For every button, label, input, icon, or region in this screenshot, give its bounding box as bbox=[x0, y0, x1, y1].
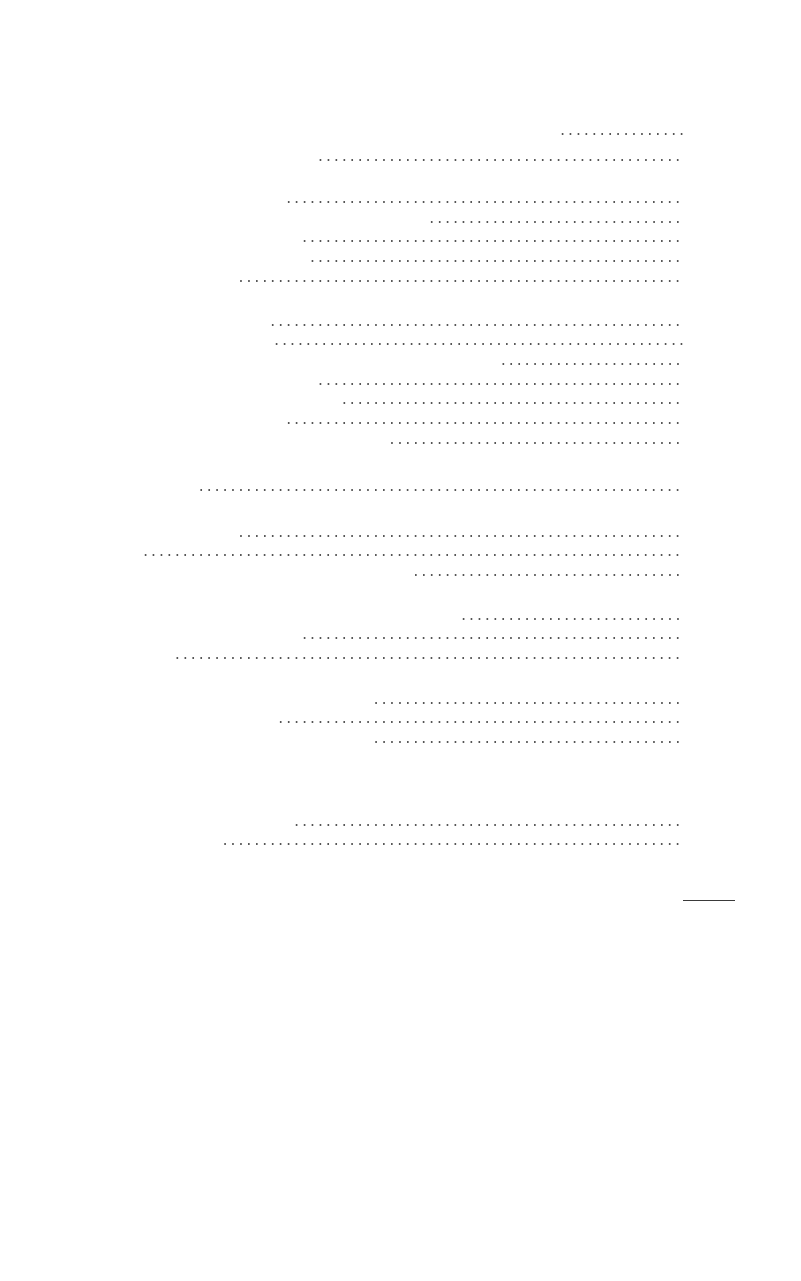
leader-dots: ........................................................ bbox=[237, 270, 682, 286]
summary-row bbox=[78, 149, 718, 167]
summary-row bbox=[78, 270, 718, 288]
leader-dots: ................................ bbox=[427, 211, 682, 227]
leader-dots: ........................................................ bbox=[237, 525, 682, 541]
summary-row bbox=[78, 525, 718, 543]
leader-dots: .................................................................... bbox=[141, 544, 682, 560]
summary-row-continued bbox=[78, 123, 718, 141]
summary-row bbox=[78, 544, 718, 562]
leader-dots: ................................................. bbox=[292, 815, 682, 831]
leader-dots: .................................................. bbox=[284, 191, 682, 207]
summary-row bbox=[78, 230, 718, 248]
summary-row bbox=[78, 731, 718, 749]
total-rule bbox=[683, 900, 735, 901]
summary-row bbox=[78, 103, 718, 121]
leader-dots: ....................... bbox=[499, 354, 682, 370]
leader-dots: ................................................ bbox=[300, 628, 682, 644]
summary-row bbox=[78, 647, 718, 665]
summary-row bbox=[78, 711, 718, 729]
leader-dots: ................................................ bbox=[300, 230, 682, 246]
leader-dots: ....................................... bbox=[372, 692, 682, 708]
leader-dots: .................................. bbox=[411, 564, 682, 580]
summary-row bbox=[78, 353, 718, 371]
summary-row bbox=[78, 191, 718, 209]
summary-row bbox=[78, 412, 718, 430]
leader-dots: .............................................. bbox=[316, 374, 682, 390]
summary-row bbox=[78, 692, 718, 710]
leader-dots: ........................................... bbox=[340, 393, 682, 409]
summary-row bbox=[78, 608, 718, 626]
summary-row bbox=[78, 432, 718, 450]
summary-row bbox=[78, 564, 718, 582]
summary-row bbox=[78, 211, 718, 229]
leader-dots: .................................................... bbox=[272, 334, 686, 350]
summary-row bbox=[78, 627, 718, 645]
summary-row bbox=[78, 250, 718, 268]
summary-row bbox=[78, 479, 718, 497]
leader-dots: ................................................................ bbox=[173, 648, 682, 664]
summary-row bbox=[78, 373, 718, 391]
leader-dots: .................................................... bbox=[268, 315, 682, 331]
summary-row bbox=[78, 814, 718, 832]
leader-dots: .............................................. bbox=[316, 149, 682, 165]
summary-row bbox=[78, 333, 718, 351]
summary-row bbox=[78, 833, 718, 851]
summary-row bbox=[78, 392, 718, 410]
leader-dots: .......................................................... bbox=[221, 834, 682, 850]
leader-dots: ....................................... bbox=[372, 731, 682, 747]
leader-dots: ................ bbox=[558, 123, 686, 139]
leader-dots: ............................................... bbox=[308, 250, 682, 266]
leader-dots: ............................ bbox=[459, 609, 682, 625]
leader-dots: ............................................................. bbox=[197, 479, 682, 495]
leader-dots: .................................................. bbox=[284, 413, 682, 429]
leader-dots: ................................................... bbox=[276, 711, 682, 727]
leader-dots: ..................................... bbox=[388, 433, 682, 449]
summary-row bbox=[78, 314, 718, 332]
